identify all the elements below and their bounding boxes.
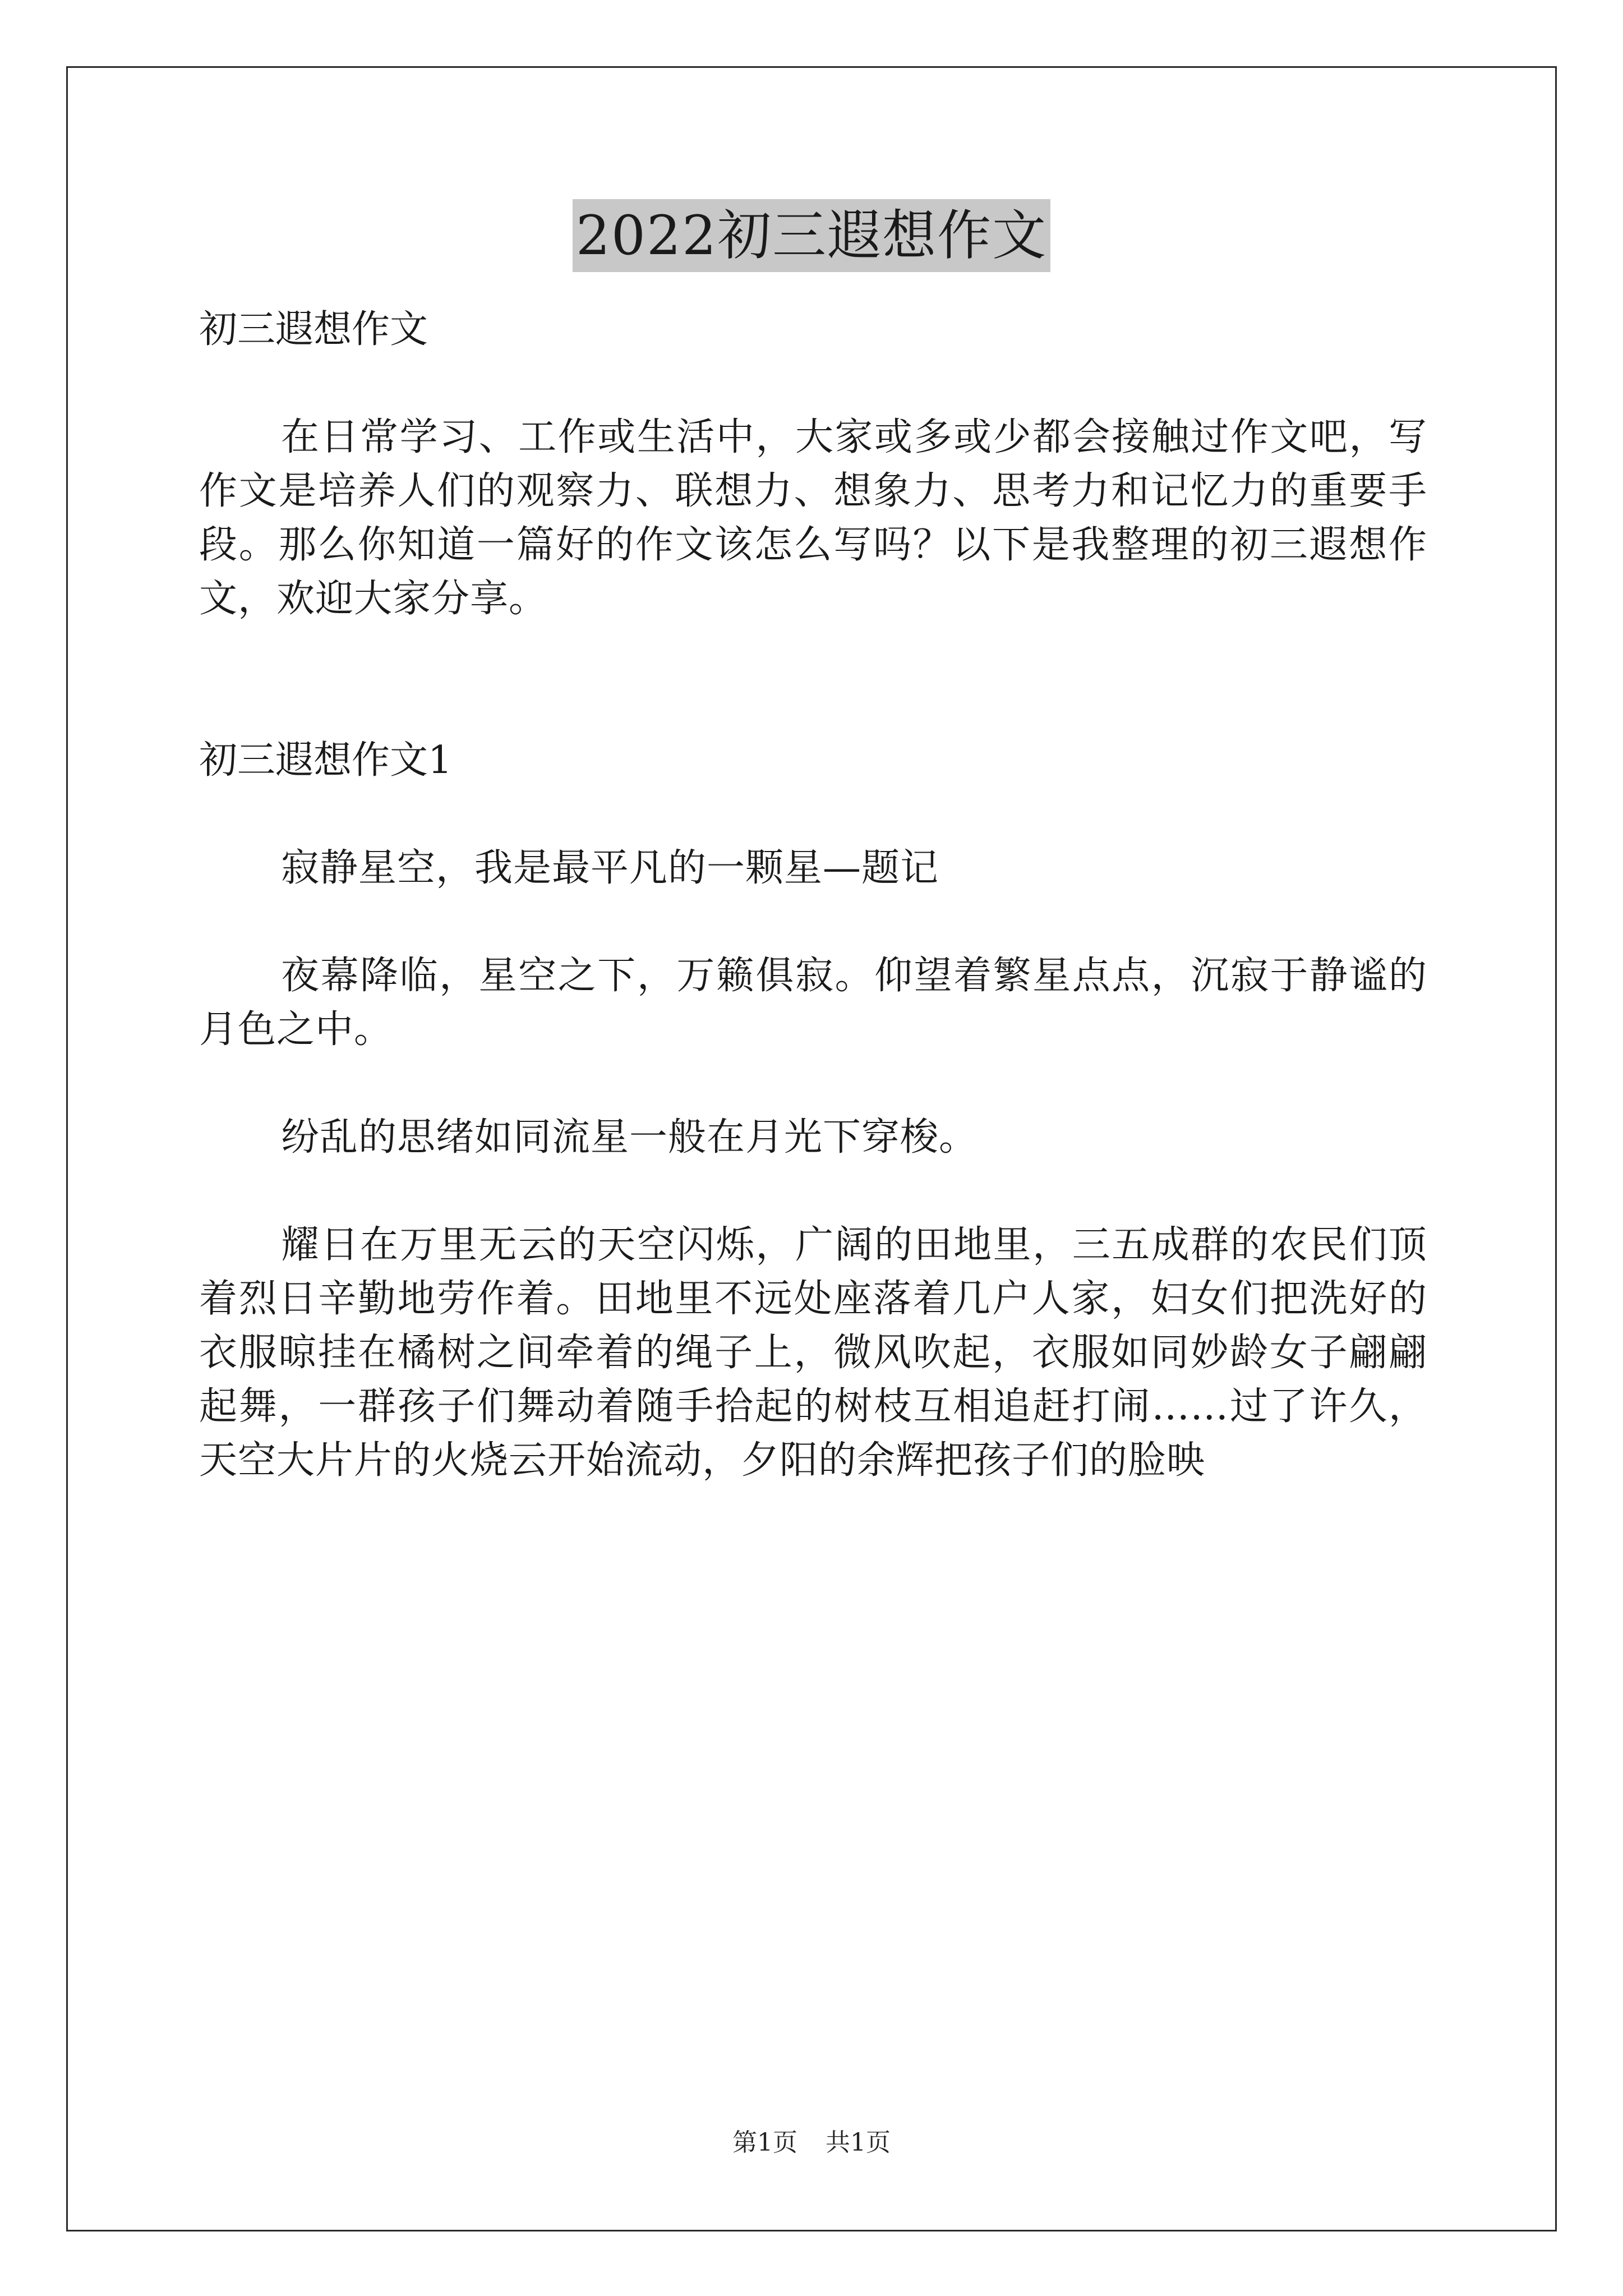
page-number: 第1页	[732, 2128, 797, 2157]
document-body	[199, 303, 1427, 1542]
paragraph: 夜幕降临，星空之下，万籁俱寂。仰望着繁星点点，沉寂于静谧的月色之中。	[199, 954, 1427, 1052]
document-title: 2022初三遐想作文	[573, 199, 1050, 272]
intro-paragraph: 在日常学习、工作或生活中，大家或多或少都会接触过作文吧，写作文是培养人们的观察力、联想力、想象力、思考力和记忆力的重要手段。那么你知道一篇好的作文该怎么写吗？以下是我整理的初三遐想作文，欢迎大家分享。	[199, 415, 1427, 621]
paragraph: 耀日在万里无云的天空闪烁，广阔的田地里，三五成群的农民们顶着烈日辛勤地劳作着。田地里不远处座落着几户人家，妇女们把洗好的衣服晾挂在橘树之间牵着的绳子上，微风吹起，衣服如同妙龄女子翩翩起舞，一群孩子们舞动着随手拾起的树枝互相追赶打闹……过了许久，天空大片片的火烧云开始流动，夕阳的余辉把孩子们的脸映	[199, 1223, 1427, 1483]
document-subtitle: 初三遐想作文	[199, 307, 428, 352]
paragraph-epigraph: 寂静星空，我是最平凡的一颗星—题记	[281, 846, 939, 890]
page-footer	[0, 2126, 1623, 2160]
page-count: 共1页	[826, 2128, 891, 2157]
paragraph: 纷乱的思绪如同流星一般在月光下穿梭。	[281, 1115, 978, 1159]
section-heading: 初三遐想作文1	[199, 738, 453, 783]
title-container	[0, 199, 1623, 272]
